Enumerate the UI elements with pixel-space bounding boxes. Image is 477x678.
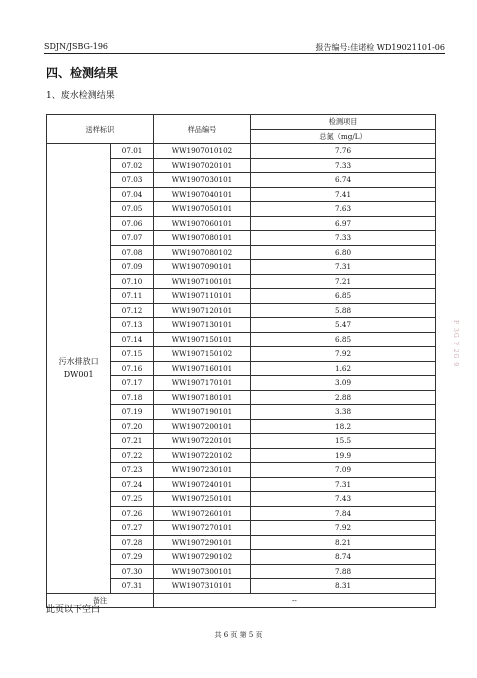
row-value: 7.21 — [251, 274, 436, 289]
row-value: 7.33 — [251, 158, 436, 173]
row-value: 1.62 — [251, 361, 436, 376]
row-sample-id: WW1907110101 — [153, 289, 250, 304]
row-value: 19.9 — [251, 448, 436, 463]
row-date: 07.04 — [111, 187, 154, 202]
row-sample-id: WW1907170101 — [153, 376, 250, 391]
row-sample-id: WW1907090101 — [153, 260, 250, 275]
row-value: 6.74 — [251, 173, 436, 188]
row-sample-id: WW1907220101 — [153, 434, 250, 449]
row-value: 7.31 — [251, 477, 436, 492]
location-code: DW001 — [63, 370, 94, 380]
row-date: 07.10 — [111, 274, 154, 289]
row-sample-id: WW1907250101 — [153, 492, 250, 507]
row-value: 3.38 — [251, 405, 436, 420]
row-sample-id: WW1907040101 — [153, 187, 250, 202]
row-sample-id: WW1907130101 — [153, 318, 250, 333]
wastewater-results-table — [46, 114, 436, 608]
doc-code: SDJN/JSBG-196 — [44, 42, 109, 51]
row-sample-id: WW1907020101 — [153, 158, 250, 173]
row-sample-id: WW1907080101 — [153, 231, 250, 246]
row-sample-id: WW1907060101 — [153, 216, 250, 231]
row-sample-id: WW1907080102 — [153, 245, 250, 260]
row-sample-id: WW1907290101 — [153, 535, 250, 550]
row-sample-id: WW1907010102 — [153, 144, 250, 159]
row-value: 8.31 — [251, 579, 436, 594]
table-row — [47, 144, 436, 159]
row-date: 07.06 — [111, 216, 154, 231]
row-date: 07.02 — [111, 158, 154, 173]
row-value: 7.88 — [251, 564, 436, 579]
row-date: 07.16 — [111, 361, 154, 376]
row-value: 8.21 — [251, 535, 436, 550]
row-value: 7.84 — [251, 506, 436, 521]
row-sample-id: WW1907240101 — [153, 477, 250, 492]
remarks-label: 备注 — [47, 593, 154, 608]
row-date: 07.11 — [111, 289, 154, 304]
section-title: 四、检测结果 — [46, 66, 119, 80]
row-sample-id: WW1907290102 — [153, 550, 250, 565]
row-date: 07.12 — [111, 303, 154, 318]
row-value: 5.47 — [251, 318, 436, 333]
row-value: 3.09 — [251, 376, 436, 391]
row-date: 07.09 — [111, 260, 154, 275]
row-value: 6.85 — [251, 332, 436, 347]
location-name: 污水排放口 — [58, 357, 99, 367]
table-body — [47, 144, 436, 608]
header-sample-label: 送样标识 — [47, 115, 154, 144]
row-date: 07.08 — [111, 245, 154, 260]
header-sample-no: 样品编号 — [153, 115, 250, 144]
row-date: 07.26 — [111, 506, 154, 521]
row-date: 07.25 — [111, 492, 154, 507]
row-value: 7.92 — [251, 347, 436, 362]
row-date: 07.22 — [111, 448, 154, 463]
row-date: 07.07 — [111, 231, 154, 246]
row-date: 07.27 — [111, 521, 154, 536]
row-date: 07.18 — [111, 390, 154, 405]
row-date: 07.19 — [111, 405, 154, 420]
row-value: 7.43 — [251, 492, 436, 507]
remarks-value: -- — [153, 593, 435, 608]
row-sample-id: WW1907150102 — [153, 347, 250, 362]
row-date: 07.17 — [111, 376, 154, 391]
row-sample-id: WW1907050101 — [153, 202, 250, 217]
report-number: 报告编号:佳诺检 WD19021101-06 — [315, 43, 445, 52]
row-date: 07.20 — [111, 419, 154, 434]
row-sample-id: WW1907100101 — [153, 274, 250, 289]
row-value: 7.09 — [251, 463, 436, 478]
row-date: 07.13 — [111, 318, 154, 333]
row-date: 07.03 — [111, 173, 154, 188]
row-date: 07.28 — [111, 535, 154, 550]
page-number: 共 6 页 第 5 页 — [214, 631, 263, 639]
row-sample-id: WW1907230101 — [153, 463, 250, 478]
header-test-item: 检测项目 — [251, 115, 436, 130]
row-sample-id: WW1907260101 — [153, 506, 250, 521]
row-date: 07.21 — [111, 434, 154, 449]
header-total-nitrogen: 总氮（mg/L） — [251, 129, 436, 144]
row-sample-id: WW1907300101 — [153, 564, 250, 579]
row-sample-id: WW1907270101 — [153, 521, 250, 536]
row-sample-id: WW1907220102 — [153, 448, 250, 463]
blank-below-note: 此页以下空白 — [46, 605, 101, 615]
row-sample-id: WW1907160101 — [153, 361, 250, 376]
row-date: 07.05 — [111, 202, 154, 217]
row-value: 7.33 — [251, 231, 436, 246]
row-value: 5.88 — [251, 303, 436, 318]
row-value: 6.97 — [251, 216, 436, 231]
row-sample-id: WW1907310101 — [153, 579, 250, 594]
row-date: 07.15 — [111, 347, 154, 362]
row-sample-id: WW1907120101 — [153, 303, 250, 318]
row-value: 8.74 — [251, 550, 436, 565]
row-date: 07.14 — [111, 332, 154, 347]
sub-title: 1、废水检测结果 — [46, 91, 115, 101]
row-value: 6.80 — [251, 245, 436, 260]
side-margin-mark: F 3G ? 2G 9 — [452, 320, 459, 368]
row-date: 07.31 — [111, 579, 154, 594]
row-sample-id: WW1907190101 — [153, 405, 250, 420]
row-date: 07.29 — [111, 550, 154, 565]
row-value: 7.41 — [251, 187, 436, 202]
row-date: 07.23 — [111, 463, 154, 478]
row-value: 6.85 — [251, 289, 436, 304]
row-date: 07.24 — [111, 477, 154, 492]
row-value: 15.5 — [251, 434, 436, 449]
location-cell — [47, 144, 111, 594]
row-value: 7.63 — [251, 202, 436, 217]
row-value: 7.92 — [251, 521, 436, 536]
row-value: 18.2 — [251, 419, 436, 434]
row-sample-id: WW1907150101 — [153, 332, 250, 347]
row-sample-id: WW1907030101 — [153, 173, 250, 188]
row-sample-id: WW1907180101 — [153, 390, 250, 405]
row-value: 7.31 — [251, 260, 436, 275]
row-sample-id: WW1907200101 — [153, 419, 250, 434]
row-value: 2.88 — [251, 390, 436, 405]
row-value: 7.76 — [251, 144, 436, 159]
header-divider — [44, 53, 445, 54]
row-date: 07.01 — [111, 144, 154, 159]
row-date: 07.30 — [111, 564, 154, 579]
remarks-row — [47, 593, 436, 608]
